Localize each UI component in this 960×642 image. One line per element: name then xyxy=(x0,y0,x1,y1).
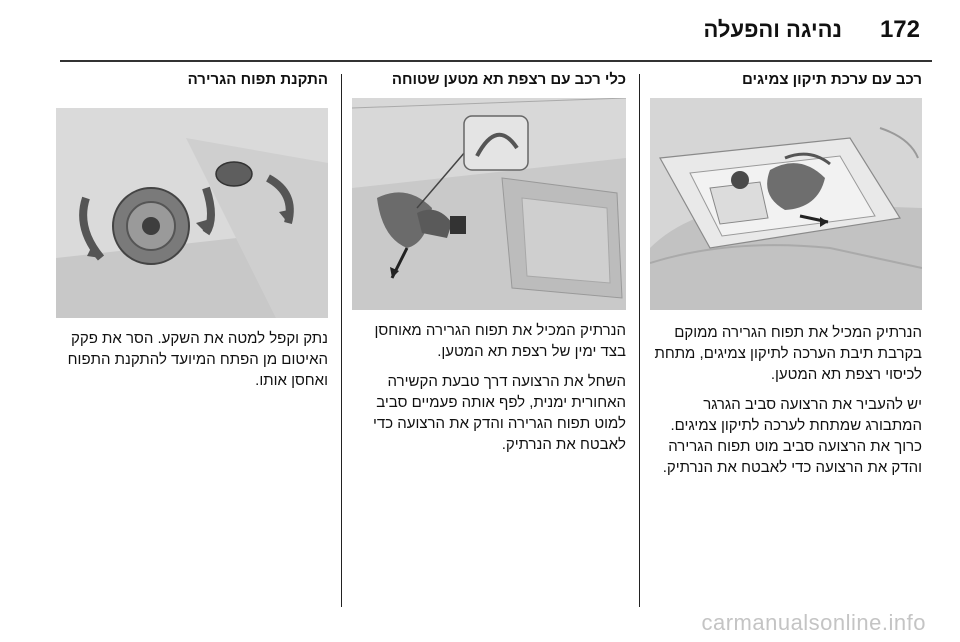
column-towing-eye-installation xyxy=(56,70,328,391)
header-rule xyxy=(60,60,932,62)
column-heading: התקנת תפוח הגרירה xyxy=(187,71,328,88)
column-divider xyxy=(639,74,640,607)
section-title: נהיגה והפעלה xyxy=(703,17,842,42)
towing-eye-socket-illustration xyxy=(56,108,328,318)
column-heading: כלי רכב עם רצפת תא מטען שטוחה xyxy=(391,71,626,88)
column-heading: רכב עם ערכת תיקון צמיגים xyxy=(742,71,922,88)
page-header xyxy=(0,14,960,54)
paragraph: הנרתיק המכיל את תפוח הגרירה מאוחסן בצד ימין של רצפת תא המטען. xyxy=(374,322,626,360)
paragraph: השחל את הרצועה דרך טבעת הקשירה האחורית ימנית, לפף אותה פעמיים סביב למוט תפוח הגרירה והדק את הרצועה כדי לאבטח את הנרתיק. xyxy=(372,373,626,453)
paragraph: הנרתיק המכיל את תפוח הגרירה ממוקם בקרבת תיבת הערכה לתיקון צמיגים, מתחת לכיסוי רצפת תא המטען. xyxy=(654,324,922,383)
flat-trunk-floor-illustration xyxy=(352,98,626,310)
paragraph: נתק וקפל למטה את השקע. הסר את פקק האיטום מן הפתח המיועד להתקנת התפוח ואחסן אותו. xyxy=(67,330,328,389)
paragraph: יש להעביר את הרצועה סביב הגרגר המתבורג שמתחת לערכה לתיקון צמיגים. כרוך את הרצועה סביב מוט תפוח הגרירה והדק את הרצועה כדי לאבטח את הנרתיק. xyxy=(662,396,922,476)
column-divider xyxy=(341,74,342,607)
column-tire-repair-kit xyxy=(650,70,922,478)
column-flat-floor xyxy=(352,70,626,455)
watermark: carmanualsonline.info xyxy=(701,610,926,635)
trunk-repair-kit-illustration xyxy=(650,98,922,310)
page-number: 172 xyxy=(879,16,920,43)
